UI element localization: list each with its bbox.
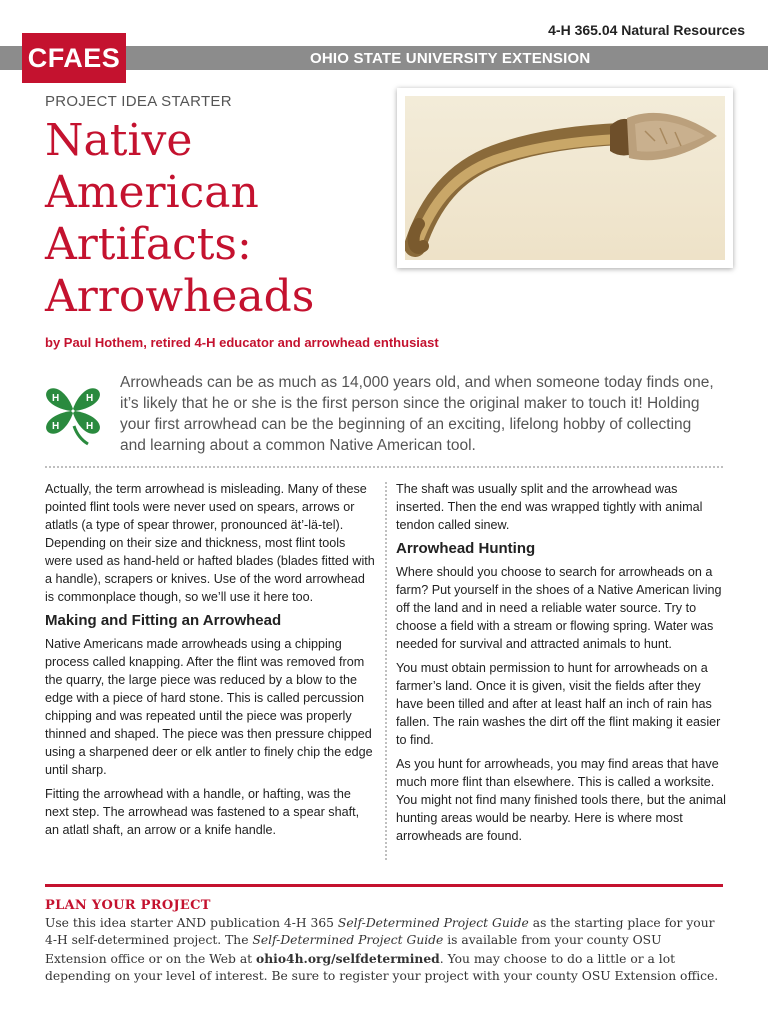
plan-paragraph xyxy=(45,915,725,986)
left-column xyxy=(45,480,375,845)
author-byline: by Paul Hothem, retired 4-H educator and arrowhead enthusiast xyxy=(45,335,439,350)
publication-number: 4-H 365.04 Natural Resources xyxy=(548,22,745,38)
title-line: Native xyxy=(45,115,193,166)
plan-text: is available from your county OSU Extension office or on the Web at xyxy=(45,933,662,966)
hafted-arrowhead-illustration xyxy=(405,96,725,260)
project-kicker: PROJECT IDEA STARTER xyxy=(45,93,232,110)
clover-letter: H xyxy=(52,393,60,404)
body-paragraph: Fitting the arrowhead with a handle, or hafting, was the next step. The arrowhead was fastened to a spear shaft, an atlatl shaft, an arrow or a knife handle. xyxy=(45,787,360,837)
intro-paragraph: Arrowheads can be as much as 14,000 years old, and when someone today finds one, it’s likely that he or she is the first person since the original maker to touch it! Holding your first arrowhead can be the beginning of an exciting, lifelong hobby of collecting and learning about a common Native American tool. xyxy=(120,374,714,454)
page-title xyxy=(45,115,385,323)
extension-name: OHIO STATE UNIVERSITY EXTENSION xyxy=(310,50,591,67)
column-divider xyxy=(385,482,387,860)
body-paragraph: Where should you choose to search for arrowheads on a farm? Put yourself in the shoes of a Native American living off the land and in need a reliable water source. Try to choose a field with a stream or flowing spring. Water was needed for survival and attracted animals to hunt. xyxy=(396,565,722,651)
arrowhead-photo xyxy=(397,88,733,268)
section-heading: Making and Fitting an Arrowhead xyxy=(45,612,282,629)
body-paragraph: The shaft was usually split and the arrowhead was inserted. Then the end was wrapped tightly with animal tendon called sinew. xyxy=(396,482,703,532)
plan-text: . You may choose to do a little or a lot depending on your level of interest. Be sure to register your project with your county OSU Extension office. xyxy=(45,951,719,983)
plan-heading: PLAN YOUR PROJECT xyxy=(45,898,211,913)
clover-letter: H xyxy=(52,421,60,432)
plan-text: Use this idea starter AND publication 4-H 365 xyxy=(45,915,338,930)
body-paragraph: You must obtain permission to hunt for arrowheads on a farmer’s land. Once it is given, visit the fields after they have been tilled and after at least half an inch of rain has fallen. The rain washes the dirt off the flint making it easier to find. xyxy=(396,661,721,747)
section-divider xyxy=(45,466,723,468)
clover-letter: H xyxy=(86,393,94,404)
title-line: Artifacts: xyxy=(45,219,252,270)
plan-rule xyxy=(45,884,723,887)
plan-section xyxy=(45,897,725,986)
right-column xyxy=(396,480,726,851)
plan-publication-title: Self-Determined Project Guide xyxy=(337,915,529,930)
web-link[interactable]: ohio4h.org/selfdetermined xyxy=(256,950,440,966)
plan-publication-title: Self-Determined Project Guide xyxy=(252,933,444,947)
plan-text: as the starting place for your 4-H self-determined project. The xyxy=(45,915,715,947)
title-line: Arrowheads xyxy=(45,271,315,322)
cfaes-logo: CFAES xyxy=(22,33,126,83)
body-paragraph: As you hunt for arrowheads, you may find areas that have much more flint than elsewhere. This is called a worksite. You might not find many finished tools there, but the animal hunting areas would be nearby. Here is where most arrowheads are found. xyxy=(396,757,726,843)
body-paragraph: Actually, the term arrowhead is misleading. Many of these pointed flint tools were never used on spears, arrows or atlatls (a type of spear thrower, pronounced ät’-lä-tel). Depending on their size and thickness, most flint tools were used as hand-held or hafted blades (blades fitted with a handle), scrapers or knives. Use of the word arrowhead is commonplace though, so we’ll use it here too. xyxy=(45,482,375,604)
body-paragraph: Native Americans made arrowheads using a chipping process called knapping. After the flint was removed from the quarry, the large piece was reduced by a blow to the edge with a piece of hard stone. This is called percussion chipping and was repeated until the piece was properly thinned and shaped. The piece was then pressure chipped using a sharpened deer or elk antler to finely chip the edge until sharp. xyxy=(45,637,373,777)
title-line: American xyxy=(45,167,259,218)
section-heading: Arrowhead Hunting xyxy=(396,540,536,557)
4h-clover-icon xyxy=(38,376,108,446)
clover-letter: H xyxy=(86,421,94,432)
